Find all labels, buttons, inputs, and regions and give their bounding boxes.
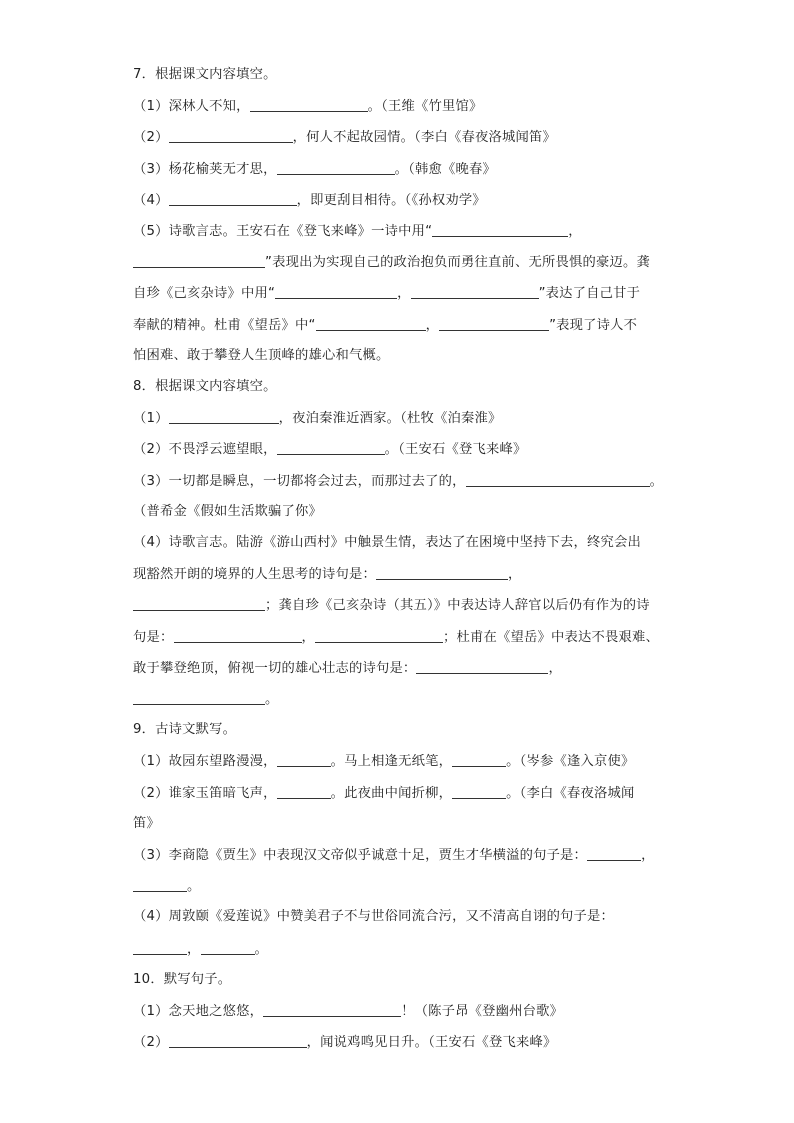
line-text: （普希金《假如生活欺骗了你》	[133, 503, 322, 519]
answer-blank[interactable]	[263, 1002, 401, 1017]
line-text: ，夜泊秦淮近酒家。（杜牧《泊秦淮》	[278, 411, 502, 427]
question-line	[133, 628, 659, 646]
line-text: （3）杨花榆荚无才思，	[133, 161, 277, 177]
line-text: ；杜甫在《望岳》中表达不畏艰难、	[443, 629, 659, 645]
line-text: 。马上相逢无纸笔，	[330, 754, 453, 770]
question-line	[133, 347, 389, 365]
answer-blank[interactable]	[277, 752, 331, 767]
question-line	[133, 1033, 556, 1051]
line-text: （1）	[133, 411, 169, 427]
line-text: 。（李白《春夜洛城闻	[506, 785, 635, 801]
line-text: （3）一切都是瞬息，一切都将会过去，而那过去了的，	[133, 473, 466, 489]
line-text: 。（岑参《逢入京使》	[506, 754, 635, 770]
answer-blank[interactable]	[432, 222, 568, 237]
line-text: ，闻说鸡鸣见日升。（王安石《登飞来峰》	[306, 1035, 557, 1051]
line-text: 怕困难、敢于攀登人生顶峰的雄心和气概。	[133, 347, 390, 363]
line-text: （3）李商隐《贾生》中表现汉文帝似乎诚意十足，贾生才华横溢的句子是：	[133, 848, 588, 863]
question-line	[133, 846, 655, 864]
line-text: ，	[301, 629, 315, 645]
question-line	[133, 160, 496, 178]
line-text: ，	[507, 567, 522, 583]
line-text: ，	[641, 848, 655, 863]
line-text: ，即更刮目相待。（《孙权劝学》	[296, 192, 486, 208]
line-text: 。（王维《竹里馆》	[367, 99, 483, 115]
question-line	[133, 128, 556, 146]
line-text: 。此夜曲中闻折柳，	[330, 785, 453, 801]
answer-blank[interactable]	[376, 565, 508, 580]
line-text: ，	[425, 317, 440, 333]
line-text: 句是：	[133, 629, 174, 645]
line-text: （1）念天地之悠悠，	[133, 1004, 264, 1019]
question-line	[133, 284, 640, 302]
line-text: （1）故园东望路漫漫，	[133, 754, 277, 770]
answer-blank[interactable]	[316, 316, 426, 331]
question-line	[133, 253, 650, 271]
line-text: ！（陈子昂《登幽州台歌》	[401, 1004, 564, 1019]
answer-blank[interactable]	[169, 128, 293, 143]
answer-blank[interactable]	[174, 628, 302, 643]
answer-blank[interactable]	[133, 253, 265, 268]
line-text: 现豁然开朗的境界的人生思考的诗句是：	[133, 567, 376, 583]
answer-blank[interactable]	[133, 940, 187, 955]
line-text: 敢于攀登绝顶，俯视一切的雄心壮志的诗句是：	[133, 660, 417, 676]
answer-blank[interactable]	[133, 596, 265, 611]
question-line	[133, 191, 486, 209]
question-title: 7．根据课文内容填空。	[133, 67, 277, 82]
question-line	[133, 815, 160, 833]
answer-blank[interactable]	[315, 628, 443, 643]
question-line	[133, 565, 521, 583]
answer-blank[interactable]	[411, 284, 539, 299]
question-line	[133, 97, 482, 115]
answer-blank[interactable]	[250, 97, 368, 112]
answer-blank[interactable]	[169, 1033, 307, 1048]
line-text: （2）谁家玉笛暗飞声，	[133, 785, 277, 801]
answer-blank[interactable]	[133, 877, 187, 892]
answer-blank[interactable]	[201, 940, 255, 955]
answer-blank[interactable]	[452, 752, 506, 767]
line-text: （4）周敦颐《爱莲说》中赞美君子不与世俗同流合污，又不清高自诩的句子是：	[133, 909, 615, 925]
question-line	[133, 1002, 563, 1020]
question-line	[133, 409, 501, 427]
question-line	[133, 440, 526, 458]
answer-blank[interactable]	[452, 784, 506, 799]
question-line	[133, 534, 641, 552]
question-line	[133, 940, 268, 958]
question-line	[133, 316, 637, 334]
answer-blank[interactable]	[466, 472, 650, 487]
line-text: ，	[568, 224, 582, 239]
line-text: 自珍《己亥杂诗》中用“	[133, 286, 276, 302]
question-line	[133, 690, 279, 708]
answer-blank[interactable]	[275, 284, 397, 299]
question-line	[133, 908, 614, 926]
line-text: ，	[187, 941, 201, 957]
line-text: 。（王安石《登飞来峰》	[384, 442, 527, 458]
answer-blank[interactable]	[439, 316, 549, 331]
line-text: （4）	[133, 192, 169, 208]
line-text: 。	[265, 692, 279, 707]
line-text: ；龚自珍《己亥杂诗（其五）》中表达诗人辞官以后仍有作为的诗	[265, 598, 650, 614]
question-line	[133, 222, 582, 240]
line-text: （2）	[133, 130, 169, 146]
question-line	[133, 472, 663, 490]
question-line	[133, 784, 634, 802]
answer-blank[interactable]	[277, 160, 395, 175]
question-line	[133, 503, 322, 521]
question-title: 9．古诗文默写。	[133, 722, 237, 738]
answer-blank[interactable]	[277, 440, 385, 455]
answer-blank[interactable]	[277, 784, 331, 799]
question-title: 10．默写句子。	[133, 971, 232, 987]
question-title: 8．根据课文内容填空。	[133, 379, 277, 394]
line-text: 。	[649, 473, 664, 489]
line-text: ，	[397, 286, 411, 302]
line-text: ”表达了自己甘于	[538, 286, 641, 302]
line-text: ，	[548, 660, 562, 676]
line-text: 。	[187, 879, 201, 895]
answer-blank[interactable]	[133, 690, 265, 705]
question-line	[133, 752, 634, 770]
line-text: 。（韩愈《晚春》	[394, 161, 496, 177]
line-text: （1）深林人不知，	[133, 99, 250, 115]
question-line	[133, 659, 562, 677]
line-text: （5）诗歌言志。王安石在《登飞来峰》一诗中用“	[133, 224, 433, 239]
answer-blank[interactable]	[169, 409, 279, 424]
line-text: （2）不畏浮云遮望眼，	[133, 442, 277, 458]
line-text: ”表现出为实现自己的政治抱负而勇往直前、无所畏惧的豪迈。龚	[265, 255, 651, 271]
answer-blank[interactable]	[169, 191, 297, 206]
answer-blank[interactable]	[587, 846, 641, 861]
line-text: ”表现了诗人不	[549, 317, 638, 333]
line-text: 奉献的精神。杜甫《望岳》中“	[133, 317, 316, 333]
line-text: （4）诗歌言志。陆游《游山西村》中触景生情，表达了在困境中坚持下去，终究会出	[133, 535, 642, 550]
line-text: 笛》	[133, 815, 160, 831]
question-line	[133, 877, 201, 895]
line-text: ，何人不起故园情。（李白《春夜洛城闻笛》	[292, 130, 556, 146]
line-text: 。	[254, 941, 268, 957]
line-text: （2）	[133, 1035, 169, 1051]
answer-blank[interactable]	[416, 659, 548, 674]
question-line	[133, 596, 650, 614]
